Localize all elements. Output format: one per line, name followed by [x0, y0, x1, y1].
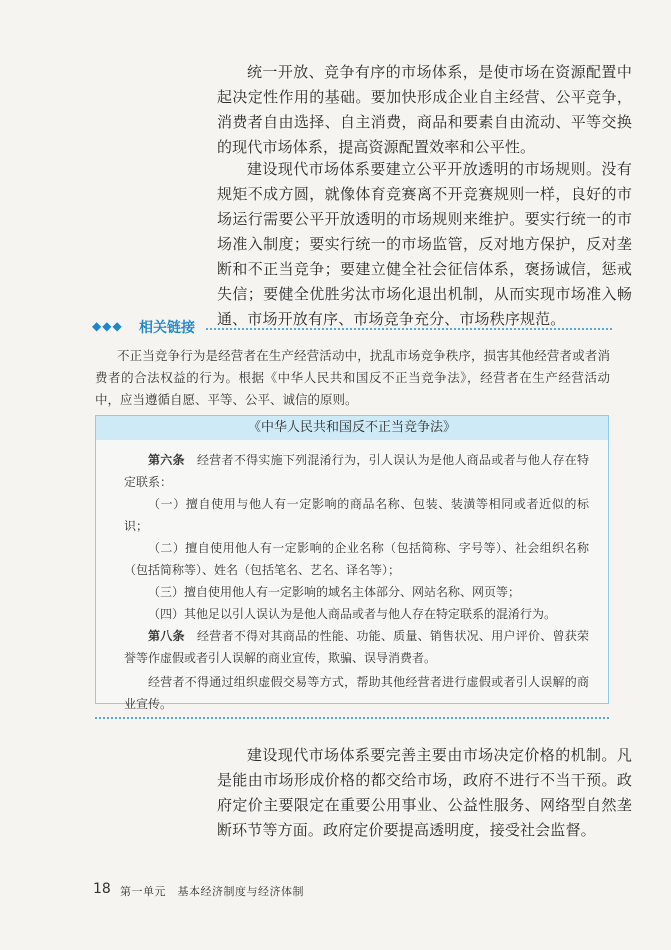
article-8-label: 第八条 [148, 629, 185, 643]
diamond-icon: ◆◆◆ [92, 319, 123, 333]
article-6-item-4: （四）其他足以引人误认为是他人商品或者与他人存在特定联系的混淆行为。 [148, 607, 557, 621]
related-link-text: 不正当竞争行为是经营者在生产经营活动中，扰乱市场竞争秩序，损害其他经营者或者消费者的合法权益的行为。根据《中华人民共和国反不正当竞争法》，经营者在生产经营活动中，应当遵循自愿、平等、公平、诚信的原则。 [95, 348, 610, 407]
article-8-text: 经营者不得对其商品的性能、功能、质量、销售状况、用户评价、曾获荣誉等作虚假或者引人误解的商业宣传，欺骗、误导消费者。 [124, 629, 589, 665]
body-paragraph-3: 建设现代市场体系要完善主要由市场决定价格的机制。凡是能由市场形成价格的都交给市场，政府不进行不当干预。政府定价主要限定在重要公用事业、公益性服务、网络型自然垄断环节等方面。政府定价要提高透明度，接受社会监督。 [217, 746, 632, 839]
article-6-item-1: （一）擅自使用与他人有一定影响的商品名称、包装、装潢等相同或者近似的标识； [124, 497, 589, 533]
article-8-paragraph-2: 经营者不得通过组织虚假交易等方式，帮助其他经营者进行虚假或者引人误解的商业宣传。 [124, 675, 589, 711]
article-6 [124, 449, 589, 493]
article-6-item-2: （二）擅自使用他人有一定影响的企业名称（包括简称、字号等）、社会组织名称（包括简称等）、姓名（包括笔名、艺名、译名等）； [124, 541, 589, 577]
article-6-text: 经营者不得实施下列混淆行为，引人误认为是他人商品或者与他人存在特定联系： [124, 453, 589, 489]
body-paragraph-1: 统一开放、竞争有序的市场体系，是使市场在资源配置中起决定性作用的基础。要加快形成企业自主经营、公平竞争，消费者自由选择、自主消费，商品和要素自由流动、平等交换的现代市场体系，提高资源配置效率和公平性。 [217, 63, 632, 156]
related-link-header [92, 317, 612, 339]
article-6-label: 第六条 [148, 453, 185, 467]
body-paragraph-2: 建设现代市场体系要建立公平开放透明的市场规则。没有规矩不成方圆，就像体育竞赛离不开竞赛规则一样，良好的市场运行需要公平开放透明的市场规则来维护。要实行统一的市场准入制度；要实行统一的市场监管，反对地方保护，反对垄断和不正当竞争；要建立健全社会征信体系，褒扬诚信，惩戒失信；要健全优胜劣汰市场化退出机制，从而实现市场准入畅通、市场开放有序、市场竞争充分、市场秩序规范。 [217, 160, 632, 328]
page-number: 18 [93, 881, 111, 897]
article-6-item-3: （三）擅自使用他人有一定影响的域名主体部分、网站名称、网页等； [148, 585, 521, 599]
footer-unit-title: 第一单元 基本经济制度与经济体制 [120, 885, 304, 898]
law-excerpt-box [95, 415, 609, 711]
article-8 [124, 625, 589, 669]
dotted-divider-bottom [95, 717, 609, 719]
dotted-divider-top [206, 328, 612, 330]
law-content [124, 449, 589, 715]
law-title: 《中华人民共和国反不正当竞争法》 [96, 416, 608, 440]
related-link-title: 相关链接 [139, 320, 195, 336]
